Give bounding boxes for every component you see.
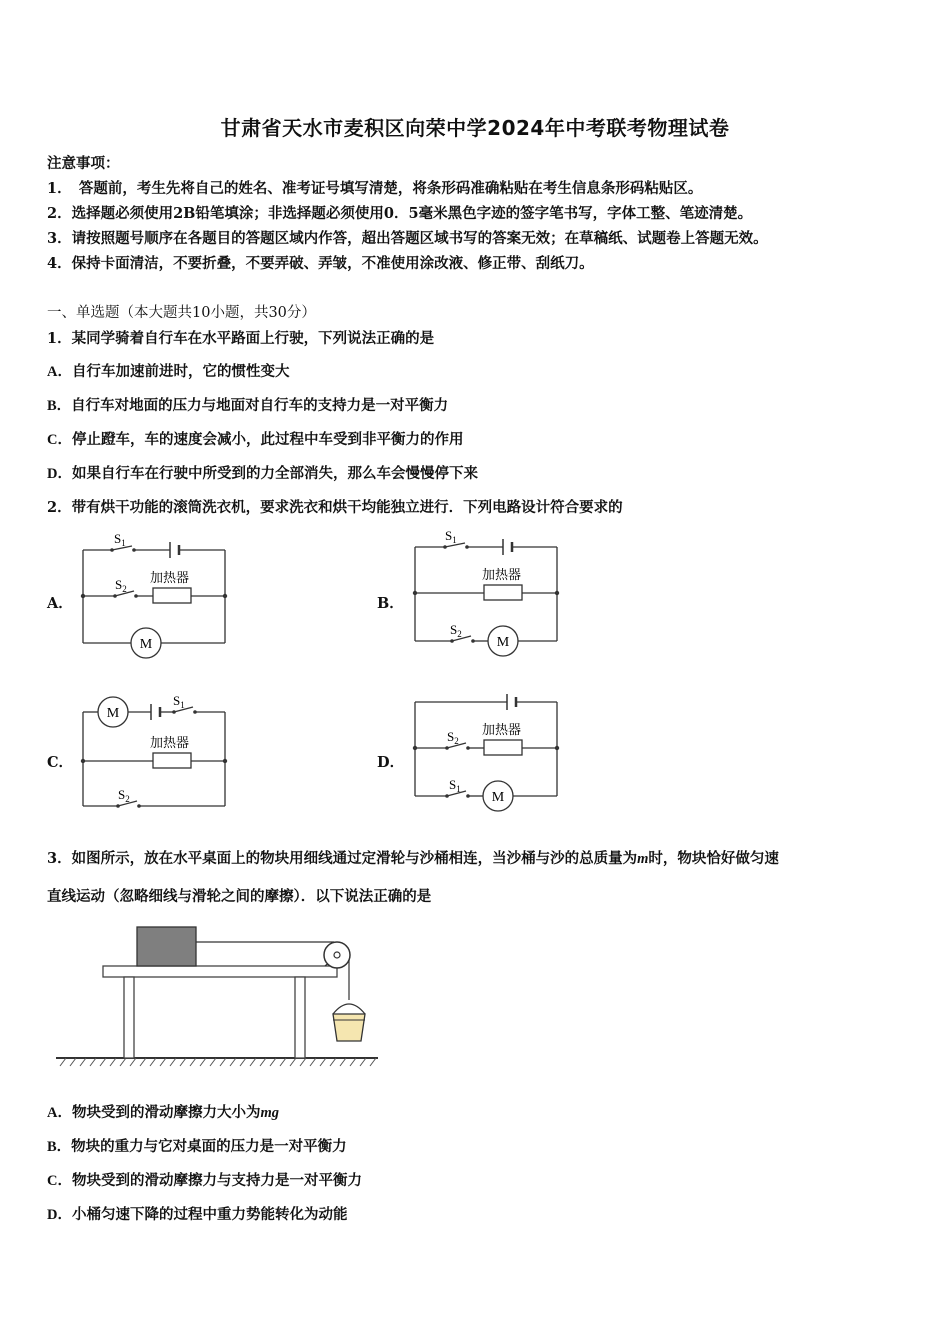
q2-option-d-label: D．: [377, 754, 405, 771]
question-3-stem-line-1: 3．如图所示，放在水平桌面上的物块用细线通过定滑轮与沙桶相连，当沙桶与沙的总质量为m时，物块恰好做匀速: [47, 850, 779, 867]
q1-option-b: B．自行车对地面的压力与地面对自行车的支持力是一对平衡力: [47, 397, 449, 414]
svg-text:S1: $S_1$: [173, 693, 185, 710]
question-3-stem-line-2: 直线运动（忽略细线与滑轮之间的摩擦）．以下说法正确的是: [47, 888, 432, 905]
notice-item-3: 3．请按照题号顺序在各题目的答题区域内作答，超出答题区域书写的答案无效；在草稿纸、试题卷上答题无效。: [47, 230, 768, 247]
svg-text:S2: $S_2$: [450, 622, 462, 639]
q2-option-a-label: A．: [47, 595, 73, 612]
q1-option-a: A．自行车加速前进时，它的惯性变大: [47, 363, 290, 380]
notice-item-4: 4．保持卡面清洁，不要折叠，不要弄破、弄皱，不准使用涂改液、修正带、刮纸刀。: [47, 255, 594, 272]
notice-item-1: 1． 答题前，考生先将自己的姓名、准考证号填写清楚，将条形码准确粘贴在考生信息条形码粘贴区。: [47, 180, 703, 197]
label-s1: $S_1$: [114, 531, 126, 548]
svg-text:S1: $S_1$: [449, 777, 461, 794]
svg-text:M: M: [491, 790, 505, 805]
q2-option-c-label: C．: [47, 754, 74, 771]
motor-symbol: M: [139, 637, 153, 652]
section-heading: 一、单选题（本大题共10小题，共30分）: [47, 305, 316, 321]
svg-text:S1: $S_1$: [445, 528, 457, 545]
label-s2: $S_2$: [115, 577, 127, 594]
label-heater: 加热器: [150, 570, 190, 585]
table-leg-right: [295, 977, 305, 1058]
notice-item-2: 2．选择题必须使用2B铅笔填涂；非选择题必须使用0．5毫米黑色字迹的签字笔书写，字体工整、笔迹清楚。: [47, 205, 753, 222]
svg-text:加热器: 加热器: [482, 567, 522, 582]
table-leg-left: [124, 977, 134, 1058]
q1-option-d: D．如果自行车在行驶中所受到的力全部消失，那么车会慢慢停下来: [47, 465, 478, 482]
page-title: 甘肃省天水市麦积区向荣中学2024年中考联考物理试卷: [220, 116, 730, 140]
svg-text:M: M: [106, 706, 120, 721]
svg-text:加热器: 加热器: [482, 722, 522, 737]
notice-heading: 注意事项：: [47, 155, 120, 172]
svg-text:S2: $S_2$: [118, 787, 130, 804]
q2-option-b-label: B．: [377, 595, 404, 612]
q3-option-c: C．物块受到的滑动摩擦力与支持力是一对平衡力: [47, 1172, 362, 1189]
svg-text:加热器: 加热器: [150, 735, 190, 750]
svg-text:S2: $S_2$: [447, 729, 459, 746]
sand-bucket: [333, 1014, 365, 1041]
sliding-block: [137, 927, 196, 966]
svg-text:M: M: [496, 635, 510, 650]
q3-option-a: A．物块受到的滑动摩擦力大小为mg: [47, 1104, 280, 1121]
question-1-stem: 1．某同学骑着自行车在水平路面上行驶，下列说法正确的是: [47, 330, 435, 347]
question-2-stem: 2．带有烘干功能的滚筒洗衣机，要求洗衣和烘干均能独立进行．下列电路设计符合要求的: [47, 499, 623, 516]
table-top: [103, 966, 337, 977]
q3-option-d: D．小桶匀速下降的过程中重力势能转化为动能: [47, 1206, 348, 1223]
q1-option-c: C．停止蹬车，车的速度会减小，此过程中车受到非平衡力的作用: [47, 431, 464, 448]
q3-option-b: B．物块的重力与它对桌面的压力是一对平衡力: [47, 1138, 347, 1155]
